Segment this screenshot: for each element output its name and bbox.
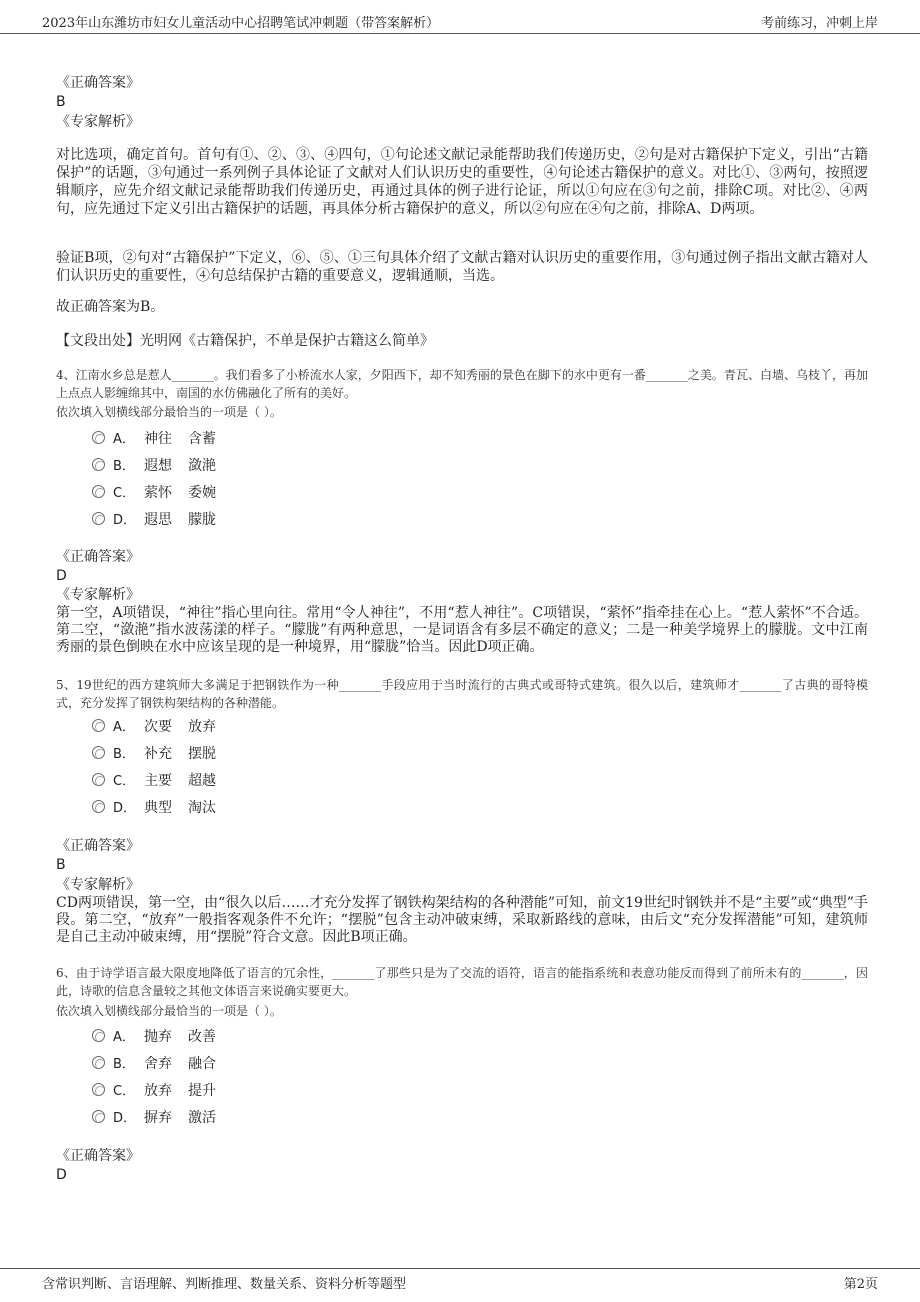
answer-label: 《正确答案》 bbox=[56, 75, 140, 91]
answer-value: B bbox=[56, 857, 66, 873]
radio-button[interactable] bbox=[92, 431, 105, 444]
radio-button[interactable] bbox=[92, 458, 105, 471]
answer-value: D bbox=[56, 568, 67, 584]
analysis-paragraph: 对比选项，确定首句。首句有①、②、③、④四句，①句论述文献记录能帮助我们传递历史，②句是对古籍保护下定义，引出“古籍保护”的话题，③句通过一系列例子具体论证了文献对人们认识历史的重要性，④句论述古籍保护的意义。对比①、③两句，按照逻辑顺序，应先介绍文献记录能帮助我们传递历史，再通过具体的例子进行论证，所以①句应在③句之前，排除C项。对比②、④两句，应先通过下定义引出古籍保护的话题，再具体分析古籍保护的意义，所以②句应在④句之前，排除A、D两项。 bbox=[56, 147, 868, 217]
analysis-label: 《专家解析》 bbox=[56, 587, 140, 603]
page-number: 第2页 bbox=[843, 1277, 878, 1292]
question-instruction: 依次填入划横线部分最恰当的一项是（ ）。 bbox=[56, 1004, 282, 1018]
question-stem: 5、19世纪的西方建筑师大多满足于把钢铁作为一种_______手段应用于当时流行的古典式或哥特式建筑。很久以后，建筑师才_______了古典的哥特模式，充分发挥了钢铁构架结构的各种潜能。 bbox=[56, 678, 868, 710]
answer-label: 《正确答案》 bbox=[56, 1148, 140, 1164]
analysis-paragraph: 验证B项，②句对“古籍保护”下定义，⑥、⑤、①三句具体介绍了文献古籍对认识历史的重要作用，③句通过例子指出文献古籍对人们认识历史的重要性，④句总结保护古籍的重要意义，逻辑通顺，当选。 bbox=[56, 250, 868, 284]
radio-button[interactable] bbox=[92, 1110, 105, 1123]
radio-button[interactable] bbox=[92, 1083, 105, 1096]
analysis-paragraph: CD两项错误，第一空，由“很久以后……才充分发挥了钢铁构架结构的各种潜能”可知，前文19世纪时钢铁并不是“主要”或“典型”手段。第二空，“放弃”一般指客观条件不允许；“摆脱”包含主动冲破束缚，采取新路线的意味，由后文“充分发挥潜能”可知，建筑师是自己主动冲破束缚，用“摆脱”符合文意。因此B项正确。 bbox=[56, 895, 868, 945]
answer-label: 《正确答案》 bbox=[56, 838, 140, 854]
document-title: 2023年山东潍坊市妇女儿童活动中心招聘笔试冲刺题（带答案解析） bbox=[42, 16, 440, 31]
analysis-conclusion: 故正确答案为B。 bbox=[56, 299, 165, 315]
radio-button[interactable] bbox=[92, 746, 105, 759]
radio-button[interactable] bbox=[92, 512, 105, 525]
radio-button[interactable] bbox=[92, 485, 105, 498]
radio-button[interactable] bbox=[92, 773, 105, 786]
radio-button[interactable] bbox=[92, 800, 105, 813]
analysis-paragraph: 第一空，A项错误，“神往”指心里向往。常用“令人神往”，不用“惹人神往”。C项错误，“萦怀”指牵挂在心上。“惹人萦怀”不合适。第二空，“潋滟”指水波荡漾的样子。“朦胧”有两种意思，一是词语含有多层不确定的意义；二是一种美学境界上的朦胧。文中江南秀丽的景色倒映在水中应该呈现的是一种境界，用“朦胧”恰当。因此D项正确。 bbox=[56, 605, 868, 655]
analysis-label: 《专家解析》 bbox=[56, 114, 140, 130]
source-citation: 【文段出处】光明网《古籍保护，不单是保护古籍这么简单》 bbox=[56, 333, 434, 349]
page-footer bbox=[0, 1268, 920, 1302]
footer-categories: 含常识判断、言语理解、判断推理、数量关系、资料分析等题型 bbox=[42, 1277, 407, 1292]
page-header bbox=[0, 0, 920, 34]
radio-button[interactable] bbox=[92, 1029, 105, 1042]
question-stem: 4、江南水乡总是惹人_______。我们看多了小桥流水人家，夕阳西下，却不知秀丽的景色在脚下的水中更有一番_______之美。青瓦、白墙、乌枝丫，再加上点点人影缠绵其中，南国的水仿佛融化了所有的美好。 bbox=[56, 368, 868, 400]
header-slogan: 考前练习，冲刺上岸 bbox=[760, 16, 878, 31]
question-stem: 6、由于诗学语言最大限度地降低了语言的冗余性，_______了那些只是为了交流的语符，语言的能指系统和表意功能反而得到了前所未有的_______，因此，诗歌的信息含量较之其他文体语言来说确实要更大。 bbox=[56, 966, 868, 998]
radio-button[interactable] bbox=[92, 1056, 105, 1069]
analysis-label: 《专家解析》 bbox=[56, 877, 140, 893]
answer-value: D bbox=[56, 1167, 67, 1183]
answer-value: B bbox=[56, 94, 66, 110]
question-instruction: 依次填入划横线部分最恰当的一项是（ ）。 bbox=[56, 405, 282, 419]
answer-label: 《正确答案》 bbox=[56, 549, 140, 565]
radio-button[interactable] bbox=[92, 719, 105, 732]
